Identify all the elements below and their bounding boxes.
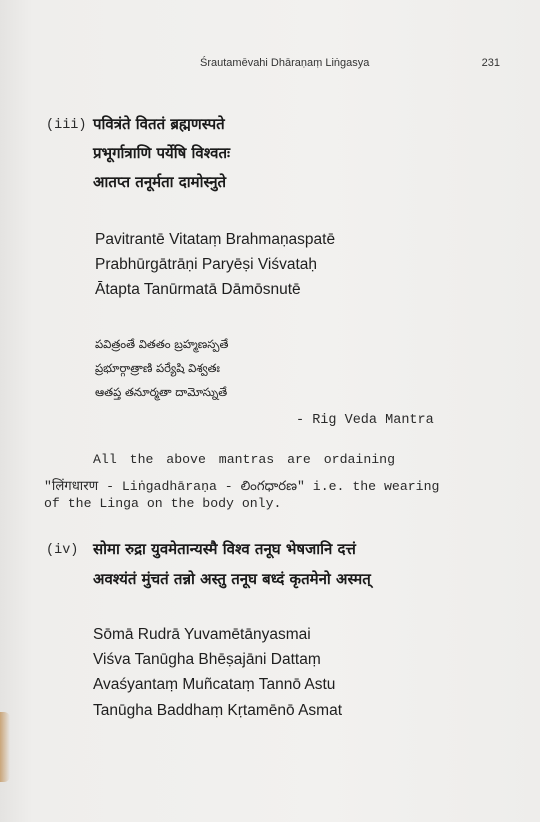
verse3-telugu-line-2: ప్రభూర్గాత్రాణి పర్యేషి విశ్వతః bbox=[95, 361, 220, 375]
verse3-telugu-line-1: పవిత్రంతే వితతం బ్రహ్మణస్పతే bbox=[95, 337, 229, 351]
verse3-telugu-line-3: ఆతప్త తనూర్మతా దామోస్నుతే bbox=[95, 385, 228, 399]
verse3-devanagari-line-1: पवित्रंते विततं ब्रह्मणस्पते bbox=[93, 115, 225, 133]
verse4-devanagari-line-2: अवश्यंतं मुंचतं तन्नो अस्तु तनूघ बध्दं कृतमेनो अस्मत् bbox=[93, 570, 371, 588]
header-title: Śrautamēvahi Dhāraṇaṃ Liṅgasya bbox=[200, 57, 370, 69]
verse3-roman-line-3: Ātapta Tanūrmatā Dāmōsnutē bbox=[95, 281, 301, 298]
verse3-source: - Rig Veda Mantra bbox=[296, 413, 434, 428]
verse3-roman-line-2: Prabhūrgātrāṇi Paryēṣi Viśvataḥ bbox=[95, 256, 318, 273]
verse4-devanagari-line-1: सोमा रुद्रा युवमेतान्यस्मै विश्व तनूघ भेषजानि दत्तं bbox=[93, 540, 356, 558]
verse4-roman-line-3: Avaśyantaṃ Muñcataṃ Tannō Astu bbox=[93, 676, 336, 693]
running-header bbox=[200, 57, 500, 73]
paragraph-line-1: All the above mantras are ordaining bbox=[93, 452, 395, 467]
verse4-roman-line-2: Viśva Tanūgha Bhēṣajāni Dattaṃ bbox=[93, 651, 321, 668]
verse3-devanagari-line-2: प्रभूर्गात्राणि पर्येषि विश्वतः bbox=[93, 144, 231, 162]
paragraph-line-2: "लिंगधारण - Liṅgadhāraṇa - లింగధారణ" i.e. the wearing bbox=[44, 479, 440, 494]
verse4-roman-line-1: Sōmā Rudrā Yuvamētānyasmai bbox=[93, 626, 311, 643]
page-number: 231 bbox=[481, 57, 500, 69]
verse3-roman-line-1: Pavitrantē Vitataṃ Brahmaṇaspatē bbox=[95, 231, 336, 248]
page-edge-stain bbox=[0, 712, 10, 782]
verse3-devanagari-line-3: आतप्त तनूर्मता दामोस्नुते bbox=[93, 173, 227, 191]
verse4-marker: (iv) bbox=[46, 543, 79, 558]
paragraph-line-3: of the Linga on the body only. bbox=[44, 496, 282, 511]
verse3-marker: (iii) bbox=[46, 118, 87, 133]
verse4-roman-line-4: Tanūgha Baddhaṃ Kṛtamēnō Asmat bbox=[93, 702, 343, 719]
